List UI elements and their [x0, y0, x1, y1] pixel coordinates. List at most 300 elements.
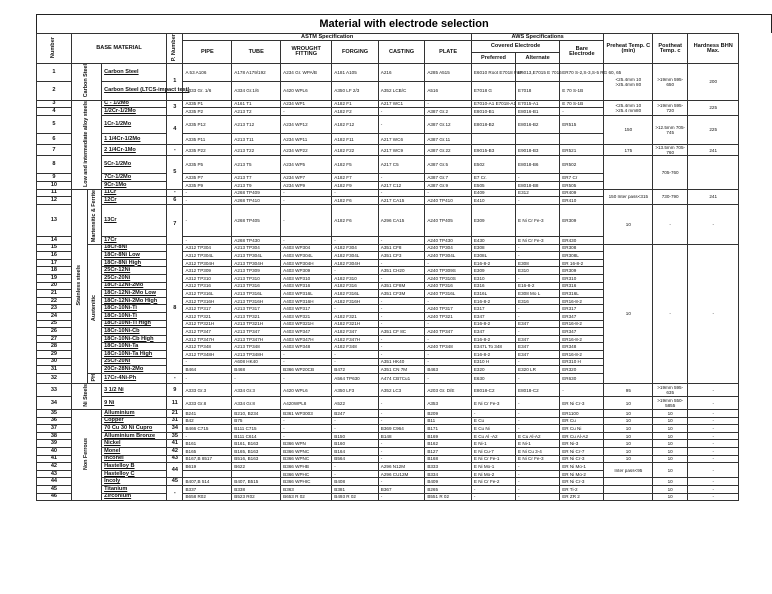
postheat-value: 10 [653, 410, 688, 418]
preheat-value: Inter pass<95 [604, 463, 653, 478]
cell-pref: E Cu [471, 417, 515, 425]
cell-forging: - [332, 463, 379, 471]
cell-wrought: A420 WPL6 [281, 82, 332, 100]
table-row [37, 455, 772, 463]
hardness-value: 225 [688, 115, 739, 144]
cell-tube: A213 TP304L [232, 252, 281, 260]
material-rows [37, 64, 772, 501]
cell-casting: A217 CA15 [378, 197, 425, 205]
postheat-value: 10 [653, 455, 688, 463]
p-number: 21 [167, 410, 183, 418]
cell-pipe: - [183, 432, 232, 440]
material-name: Carbon Steel (LTCS-impact test) [102, 82, 167, 100]
cell-wrought: - [281, 432, 332, 440]
cell-plate: A240 TP316L [425, 290, 472, 298]
cell-pipe: A312 TP316 [183, 282, 232, 290]
row-number: 42 [37, 463, 72, 471]
cell-bare: ER317 [560, 305, 604, 313]
cell-plate: A387 Gr.12 [425, 115, 472, 133]
cell-casting: - [378, 343, 425, 351]
group-label [88, 244, 102, 373]
p-number: 3 [167, 100, 183, 115]
cell-pref: E309 [471, 267, 515, 275]
table-row [37, 425, 772, 433]
cell-pipe: A312 TP304H [183, 259, 232, 267]
cell-casting: A351 CN 7M [378, 366, 425, 374]
cell-forging: A564 TP630 [332, 373, 379, 384]
cell-tube: A213 TP316L [232, 290, 281, 298]
row-number: 4 [37, 108, 72, 116]
table-row [37, 478, 772, 486]
postheat-value: 10 [653, 425, 688, 433]
table-row [37, 440, 772, 448]
cell-bare: ER16-8-2 [560, 297, 604, 305]
postheat-value: >19mm 550-5855 [653, 397, 688, 410]
material-name: 7Cr-1/2Mo [102, 174, 167, 182]
cell-bare: ER348 [560, 343, 604, 351]
cell-plate: A387 Gr.2 [425, 108, 472, 116]
cell-plate: A240 TP347 [425, 328, 472, 336]
cell-pipe: A312 TP316H [183, 297, 232, 305]
group-label [71, 100, 101, 189]
material-name: 18Cr-10Ni-Cb High [102, 335, 167, 343]
row-number: 26 [37, 328, 72, 336]
cell-casting: - [378, 478, 425, 486]
row-number: 37 [37, 425, 72, 433]
cell-bare: ER409 [560, 189, 604, 197]
material-name: 1Cr-1/2Mo [102, 115, 167, 133]
cell-casting: A352 LC3 [378, 384, 425, 397]
cell-wrought: B361 WP3003 [281, 410, 332, 418]
p-number: 31 [167, 417, 183, 425]
cell-casting: - [378, 447, 425, 455]
cell-pipe: A335 P22 [183, 145, 232, 156]
row-number: 6 [37, 134, 72, 145]
cell-wrought: - [281, 204, 332, 236]
cell-bare: - [560, 108, 604, 116]
cell-pref: E8010-B1 [471, 108, 515, 116]
p-number: 6 [167, 197, 183, 205]
preheat-value: 10 [604, 244, 653, 384]
cell-tube: A213 TP316 [232, 282, 281, 290]
cell-bare: E 70 S-1B [560, 100, 604, 108]
p-number: 43 [167, 455, 183, 463]
cell-pipe: B407,B 514 [183, 478, 232, 486]
cell-tube: B210, B234 [232, 410, 281, 418]
hardness-value: - [688, 244, 739, 384]
p-number: 4 [167, 115, 183, 144]
preheat-value: 150 Inter pass<315 [604, 189, 653, 204]
cell-pref: E Ni Cu-7 [471, 447, 515, 455]
col-aws: AWS Specifications [471, 34, 604, 41]
cell-plate: A240 TP304L [425, 252, 472, 260]
cell-wrought: A234 WP9 [281, 181, 332, 189]
row-number: 23 [37, 305, 72, 313]
cell-wrought: A403 WP310 [281, 275, 332, 283]
group-text: Low and intermediate alloy steels [82, 100, 89, 187]
cell-wrought: A403 WP316L [281, 290, 332, 298]
cell-forging: A182 F316 [332, 282, 379, 290]
row-number: 2 [37, 82, 72, 100]
cell-tube: A213 TP348H [232, 350, 281, 358]
postheat-value: 10 [653, 447, 688, 455]
cell-pref [471, 134, 515, 145]
col-number: Number [37, 34, 72, 64]
cell-casting: A351 CH20 [378, 267, 425, 275]
cell-casting: - [378, 493, 425, 501]
cell-bare: ER316 [560, 282, 604, 290]
row-number: 46 [37, 493, 72, 501]
cell-wrought: A403 WP347H [281, 335, 332, 343]
cell-alt: E Ni-1 [516, 440, 560, 448]
cell-tube: - [232, 373, 281, 384]
cell-bare: ER521 [560, 145, 604, 156]
material-name: 25Cr-20Ni [102, 358, 167, 366]
cell-tube: A213 TP316H [232, 297, 281, 305]
cell-plate: - [425, 189, 472, 197]
cell-tube: A213 TP321 [232, 312, 281, 320]
cell-forging: A182 F347H [332, 335, 379, 343]
material-name: 18Cr-10Ni-Cb [102, 328, 167, 336]
cell-plate: - [425, 100, 472, 108]
hardness-value: - [688, 410, 739, 418]
cell-casting: - [378, 312, 425, 320]
row-number: 44 [37, 478, 72, 486]
cell-pipe: B165 [183, 447, 232, 455]
cell-pref: E505 [471, 181, 515, 189]
cell-casting: - [378, 350, 425, 358]
cell-tube: A268 TP409 [232, 189, 281, 197]
col-plate: PLATE [425, 41, 472, 64]
cell-bare: ER7 Cr [560, 174, 604, 182]
cell-plate: A203 Gr. D/E [425, 384, 472, 397]
col-wrought: WROUGHT FITTING [281, 41, 332, 64]
cell-alt: E Ni Cr Fe-3 [516, 455, 560, 463]
cell-pref: E316 [471, 282, 515, 290]
cell-wrought: A403 WP347 [281, 328, 332, 336]
cell-alt: - [516, 373, 560, 384]
preheat-value: 150 [604, 115, 653, 144]
cell-bare: ER347 [560, 312, 604, 320]
table-row [37, 204, 772, 236]
preheat-value: 10 [604, 440, 653, 448]
cell-pref: E308L [471, 252, 515, 260]
cell-forging: B381 [332, 485, 379, 493]
row-number: 15 [37, 244, 72, 252]
material-sheet [36, 14, 772, 501]
cell-wrought: A420WPL8 [281, 397, 332, 410]
cell-tube: A334 Gr.1/6 [232, 82, 281, 100]
cell-pipe: B167,B 8517 [183, 455, 232, 463]
cell-bare: ER Ni Cr-7 [560, 447, 604, 455]
cell-plate: B333 [425, 463, 472, 471]
cell-alt: E16-8-2 [516, 282, 560, 290]
table-row [37, 145, 772, 156]
cell-casting: - [378, 189, 425, 197]
hardness-value: - [688, 493, 739, 501]
p-number: 45 [167, 478, 183, 486]
cell-alt: - [516, 275, 560, 283]
material-name: Copper [102, 417, 167, 425]
cell-pref: E7018 G [471, 82, 515, 100]
preheat-value: 10 [604, 447, 653, 455]
cell-casting: A217 WC6 [378, 134, 425, 145]
cell-pipe: A312 TP309 [183, 267, 232, 275]
table-row [37, 493, 772, 501]
cell-plate: B127 [425, 447, 472, 455]
p-number: - [167, 189, 183, 197]
cell-wrought: - [281, 373, 332, 384]
table-row [37, 397, 772, 410]
cell-forging: B408 [332, 478, 379, 486]
cell-pipe: A312 TP347 [183, 328, 232, 336]
preheat-value: 10 [604, 417, 653, 425]
cell-bare: ER Cu Al-A2 [560, 432, 604, 440]
cell-bare: ER309 [560, 204, 604, 236]
cell-alt: - [516, 417, 560, 425]
cell-pref: E6010 Root E7018 F&F [471, 64, 515, 82]
cell-wrought: A403 WP304H [281, 259, 332, 267]
cell-alt: - [516, 470, 560, 478]
cell-pref: E320 [471, 366, 515, 374]
row-number: 11 [37, 189, 72, 197]
cell-pref: E310 H [471, 358, 515, 366]
cell-tube: B75 [232, 417, 281, 425]
cell-pipe: - [183, 204, 232, 236]
col-tube: TUBE [232, 41, 281, 64]
cell-bare: ER308L [560, 252, 604, 260]
table-row [37, 244, 772, 252]
col-alternate: Alternate [516, 53, 560, 64]
cell-forging: B150 [332, 432, 379, 440]
postheat-value: 10 [653, 417, 688, 425]
row-number: 31 [37, 366, 72, 374]
cell-pref: E16-8-2 [471, 350, 515, 358]
table-row [37, 384, 772, 397]
col-base-material: BASE MATERIAL [71, 34, 166, 64]
material-name: 18Cr-8Ni Low [102, 252, 167, 260]
cell-pipe: A312 TP304 [183, 244, 232, 252]
cell-plate: A240 TP430 [425, 237, 472, 245]
cell-forging: A182 F316L [332, 290, 379, 298]
cell-wrought: A234 WP5 [281, 156, 332, 174]
cell-plate: B551 R 02 [425, 493, 472, 501]
cell-casting: A351 CF3M [378, 290, 425, 298]
cell-casting: A217 C12 [378, 181, 425, 189]
cell-tube: B407, B515 [232, 478, 281, 486]
cell-wrought: - [281, 425, 332, 433]
postheat-value: 730-790 [653, 189, 688, 204]
cell-forging: - [332, 267, 379, 275]
cell-plate: B463 [425, 366, 472, 374]
postheat-value: >13.5mm 705-760 [653, 145, 688, 156]
preheat-value: <25.4mm 10 >25.4mm 80 [604, 64, 653, 100]
material-name: Incoly [102, 478, 167, 486]
material-name: 18Cr-10Ni-Ta High [102, 350, 167, 358]
cell-pipe: B466 C715 [183, 425, 232, 433]
cell-pref: E16-8-2 [471, 259, 515, 267]
cell-alt: E316 [516, 297, 560, 305]
row-number: 20 [37, 282, 72, 290]
cell-pipe: A312 TP304L [183, 252, 232, 260]
cell-plate: A240 TP317 [425, 305, 472, 313]
cell-casting: A217 WC1 [378, 100, 425, 108]
cell-alt: E310 [516, 267, 560, 275]
cell-plate: A240 TP316 [425, 282, 472, 290]
cell-bare [560, 134, 604, 145]
cell-forging: A182 F1 [332, 100, 379, 108]
p-number: - [167, 145, 183, 156]
preheat-value: 10 [604, 425, 653, 433]
cell-pipe: B161 [183, 440, 232, 448]
row-number: 36 [37, 417, 72, 425]
cell-forging: A182 F304 [332, 244, 379, 252]
cell-pref: E Ni Cr Fe-2 [471, 478, 515, 486]
cell-wrought: - [281, 189, 332, 197]
table-row [37, 417, 772, 425]
cell-alt: - [516, 305, 560, 313]
cell-alt: - [516, 244, 560, 252]
hardness-value: - [688, 417, 739, 425]
cell-pipe: A335 P2 [183, 108, 232, 116]
postheat-value: 10 [653, 463, 688, 478]
cell-bare: ER410 [560, 197, 604, 205]
material-name: 1/2Cr-1/2Mo [102, 108, 167, 116]
postheat-value: 10 [653, 493, 688, 501]
material-name: Alluminium [102, 410, 167, 418]
p-number: 9 [167, 384, 183, 397]
cell-alt: E8018-B8 [516, 181, 560, 189]
cell-pref: E308 [471, 244, 515, 252]
cell-plate: B334 [425, 470, 472, 478]
cell-pref: E347 [471, 328, 515, 336]
cell-pipe: A333 Gr. 1/6 [183, 82, 232, 100]
cell-alt: E9018-B3 [516, 145, 560, 156]
cell-tube: B468 [232, 366, 281, 374]
cell-wrought: A403 WP348 [281, 343, 332, 351]
cell-pipe: A333 Gr.3 [183, 384, 232, 397]
cell-alt: - [516, 463, 560, 471]
cell-casting: - [378, 108, 425, 116]
cell-pipe: A335 P9 [183, 181, 232, 189]
hardness-value: - [688, 384, 739, 397]
cell-tube: A213 T5 [232, 156, 281, 174]
cell-wrought: A234 WP7 [281, 174, 332, 182]
material-name: 5Cr-1/2Mo [102, 156, 167, 174]
cell-plate: A387 Gr.7 [425, 174, 472, 182]
cell-bare: ER70 S-2,S-3,S-5 RG 60, 65 [560, 64, 604, 82]
preheat-value: 95 [604, 384, 653, 397]
cell-alt: - [516, 397, 560, 410]
cell-wrought: A403 WP316 [281, 282, 332, 290]
cell-pref: - [471, 493, 515, 501]
cell-casting: B367 [378, 485, 425, 493]
preheat-value: 10 [604, 397, 653, 410]
cell-forging: - [332, 350, 379, 358]
cell-bare: ER505 [560, 181, 604, 189]
material-name: 18Cr-10Ni-Ti High [102, 320, 167, 328]
cell-wrought: A403 WP317 [281, 305, 332, 313]
cell-wrought: B366 WPNC [281, 447, 332, 455]
cell-plate: - [425, 358, 472, 366]
cell-wrought: - [281, 197, 332, 205]
hardness-value: - [688, 397, 739, 410]
p-number: 5 [167, 156, 183, 190]
cell-pipe: - [183, 237, 232, 245]
cell-casting: - [378, 417, 425, 425]
cell-plate: - [425, 259, 472, 267]
cell-pipe: A 53 A106 [183, 64, 232, 82]
cell-tube: B111 C614 [232, 432, 281, 440]
p-number: 34 [167, 425, 183, 433]
cell-pref: E317 [471, 305, 515, 313]
col-covered-electrode: Covered Electrode [471, 41, 559, 53]
supergroup-label [71, 189, 87, 384]
cell-casting: A351 CF8M [378, 282, 425, 290]
hardness-value: 241 [688, 145, 739, 156]
cell-plate: B11 [425, 417, 472, 425]
cell-pref: E502 [471, 156, 515, 174]
cell-plate: A285 A515 [425, 64, 472, 82]
cell-wrought: B366 WPN [281, 440, 332, 448]
cell-forging: A182 F348 [332, 343, 379, 351]
cell-casting: - [378, 174, 425, 182]
hardness-value: - [688, 440, 739, 448]
cell-wrought: A403 WP321H [281, 320, 332, 328]
postheat-value: 10 [653, 440, 688, 448]
cell-alt: - [516, 197, 560, 205]
cell-plate: B409 [425, 478, 472, 486]
col-hardness: Hardness BHN Max. [688, 34, 739, 64]
cell-alt: E6013,E7015 E 7016 [516, 64, 560, 82]
material-name: 12Cr [102, 197, 167, 205]
cell-pipe: A335 P5 [183, 156, 232, 174]
cell-plate: A387 Gr.11 [425, 134, 472, 145]
cell-pref: E Cu Al -A2 [471, 432, 515, 440]
cell-tube: A178 A179/192 [232, 64, 281, 82]
group-text: Carbon Steel [82, 64, 89, 98]
material-name: 17Cr [102, 237, 167, 245]
postheat-value: >19mm 595-720 [653, 100, 688, 115]
cell-forging: - [332, 305, 379, 313]
cell-tube: A213 TP347 [232, 328, 281, 336]
preheat-value [604, 485, 653, 493]
cell-forging: A182 F321 [332, 312, 379, 320]
hardness-value: 241 [688, 189, 739, 204]
postheat-value: 705-760 [653, 156, 688, 190]
cell-forging: A182 F6 [332, 204, 379, 236]
col-postheat: Postheat Temp. c [653, 34, 688, 64]
cell-forging: A182 F6 [332, 197, 379, 205]
cell-plate: A387 Gr.22 [425, 145, 472, 156]
cell-pipe: A312 TP347H [183, 335, 232, 343]
cell-casting: B148 [378, 432, 425, 440]
cell-wrought: - [281, 358, 332, 366]
table-row [37, 64, 772, 82]
hardness-value [688, 156, 739, 190]
cell-plate: A387 Gr.5 [425, 156, 472, 174]
cell-forging: - [332, 189, 379, 197]
cell-tube: A213 TP304 [232, 244, 281, 252]
row-number: 33 [37, 384, 72, 397]
cell-pref: E8018-C2 [471, 384, 515, 397]
p-number: 41 [167, 440, 183, 448]
cell-alt: E8018-B6 [516, 156, 560, 174]
cell-pref: E Cu Ni [471, 425, 515, 433]
cell-alt [516, 134, 560, 145]
cell-casting: A474 CB7Cu1 [378, 373, 425, 384]
row-number: 25 [37, 320, 72, 328]
